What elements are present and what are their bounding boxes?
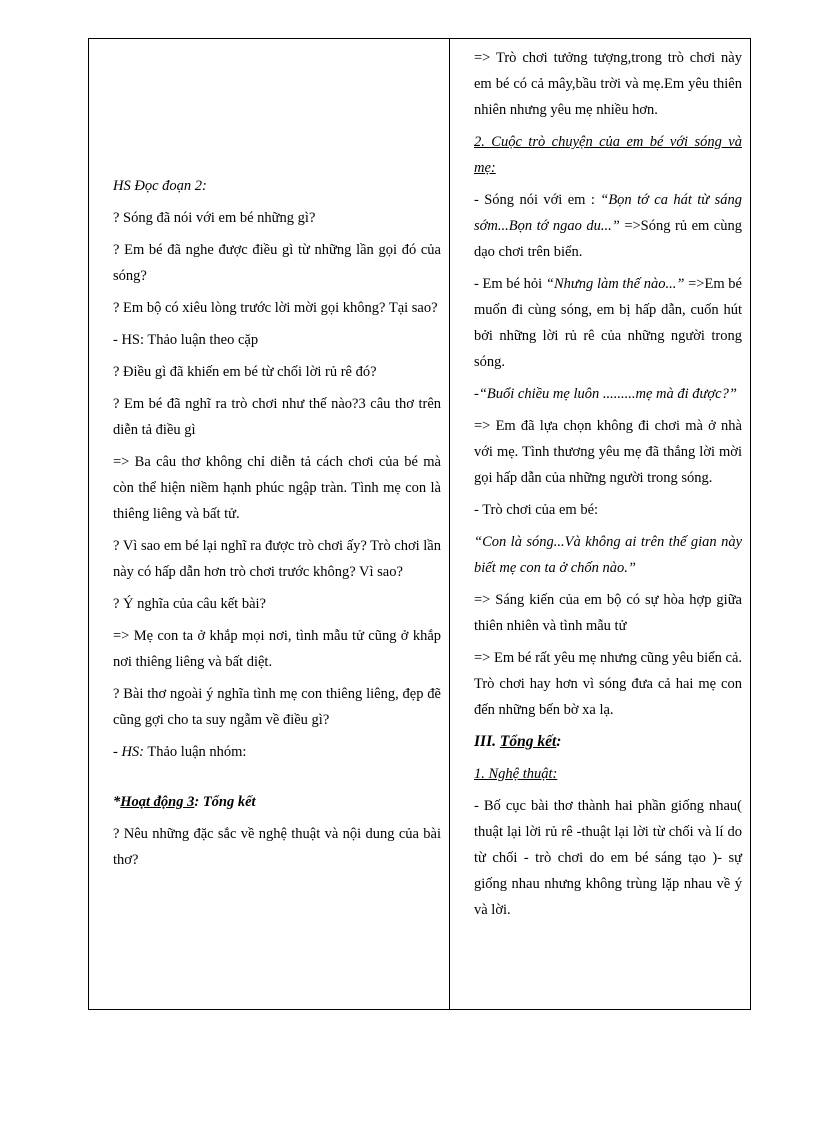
- r11-colon: :: [556, 733, 562, 750]
- r3-quote: “Bọn tớ ca hát từ sáng sớm...Bọn tớ ngao du...”: [474, 192, 742, 234]
- section-3-heading: [474, 729, 742, 755]
- question-2: ? Em bé đã nghe được điều gì từ những lần gọi đó của sóng?: [113, 242, 441, 284]
- right-text-7: - Trò chơi của em bé:: [474, 502, 599, 518]
- art-heading: 1. Nghệ thuật:: [474, 766, 558, 782]
- left-column: [113, 39, 441, 879]
- question-1: ? Sóng đã nói với em bé những gì?: [113, 210, 316, 226]
- reading-heading: HS Đọc đoạn 2:: [113, 178, 207, 194]
- hs-label: - HS:: [113, 744, 145, 760]
- right-text-3: [474, 187, 742, 265]
- hs-pair-discussion: - HS: Thảo luận theo cặp: [113, 332, 259, 348]
- right-text-4: [474, 271, 742, 375]
- answer-1: => Ba câu thơ không chỉ diễn tả cách chơi của bé mà còn thể hiện niềm hạnh phúc ngập tràn. Tình mẹ con là thiêng liêng và bất tử.: [113, 454, 441, 522]
- lesson-table: [88, 38, 751, 1010]
- activity-3-heading: [113, 789, 441, 815]
- question-6: ? Vì sao em bé lại nghĩ ra được trò chơi ấy? Trò chơi lần này có hấp dẫn hơn trò chơi trước không? Vì sao?: [113, 538, 441, 580]
- right-text-8: “Con là sóng...Và không ai trên thế gian này biết mẹ con ta ở chốn nào.”: [474, 534, 742, 576]
- r11-num: III.: [474, 733, 500, 750]
- right-text-6: => Em đã lựa chọn không đi chơi mà ở nhà với mẹ. Tình thương yêu mẹ đã thắng lời mời gọi hấp dẫn của những người trong sóng.: [474, 418, 742, 486]
- activity-rest: : Tổng kết: [194, 794, 256, 810]
- question-4: ? Điều gì đã khiến em bé từ chối lời rủ rê đó?: [113, 364, 377, 380]
- right-column: [474, 39, 742, 929]
- question-3: ? Em bộ có xiêu lòng trước lời mời gọi không? Tại sao?: [113, 300, 438, 316]
- right-text-1: => Trò chơi tưởng tượng,trong trò chơi này em bé có cả mây,bầu trời và mẹ.Em yêu thiên nhiên nhưng yêu mẹ nhiều hơn.: [474, 50, 742, 118]
- r3-tail: =>Sóng rủ em cùng dạo chơi trên biển.: [474, 218, 742, 260]
- r11-title: Tổng kết: [499, 733, 557, 750]
- r4-quote: “Nhưng làm thế nào...”: [545, 276, 685, 292]
- question-9: ? Nêu những đặc sắc về nghệ thuật và nội dung của bài thơ?: [113, 826, 441, 868]
- right-text-13: - Bố cục bài thơ thành hai phần giống nhau( thuật lại lời rủ rê -thuật lại lời từ chối và lí do từ chối - trò chơi do em bé sáng tạo )- sự giống nhau nhưng không trùng lặp nhau về ý và lời.: [474, 798, 742, 918]
- answer-2: => Mẹ con ta ở khắp mọi nơi, tình mẫu tử cũng ở khắp nơi thiêng liêng và bất diệt.: [113, 628, 441, 670]
- question-5: ? Em bé đã nghĩ ra trò chơi như thế nào?3 câu thơ trên diễn tả điều gì: [113, 396, 441, 438]
- right-text-9: => Sáng kiến của em bộ có sự hòa hợp giữa thiên nhiên và tình mẫu tử: [474, 592, 742, 634]
- section-2-heading: 2. Cuộc trò chuyện của em bé với sóng và mẹ:: [474, 134, 742, 176]
- r4-tail: =>Em bé muốn đi cùng sóng, em bị hấp dẫn, cuốn hút bởi những lời rủ rê của những người trong sóng.: [474, 276, 742, 370]
- question-7: ? Ý nghĩa của câu kết bài?: [113, 596, 266, 612]
- activity-star: *: [113, 794, 121, 810]
- hs-group-text: Thảo luận nhóm:: [144, 744, 247, 760]
- right-text-5: -“Buổi chiều mẹ luôn .........mẹ mà đi được?”: [474, 386, 737, 402]
- activity-label: Hoạt động 3: [120, 794, 195, 810]
- column-divider: [449, 39, 450, 1009]
- question-8: ? Bài thơ ngoài ý nghĩa tình mẹ con thiêng liêng, đẹp đẽ cũng gợi cho ta suy ngẫm về điều gì?: [113, 686, 441, 728]
- r3-lead: - Sóng nói với em :: [474, 192, 601, 208]
- r4-lead: - Em bé hỏi: [474, 276, 546, 292]
- hs-group-discussion: [113, 739, 441, 765]
- right-text-10: => Em bé rất yêu mẹ nhưng cũng yêu biển cả. Trò chơi hay hơn vì sóng đưa cả hai mẹ con đến những bến bờ xa lạ.: [474, 650, 742, 718]
